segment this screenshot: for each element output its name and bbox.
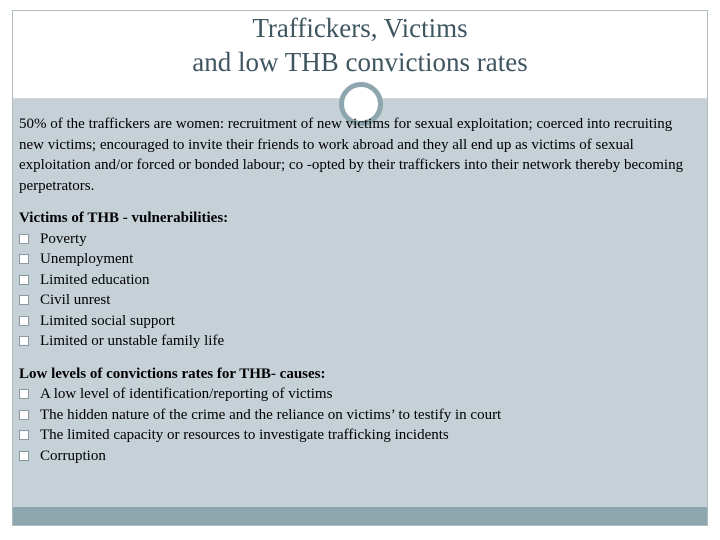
checkbox-bullet-icon: [19, 389, 29, 399]
list-item-text: Limited social support: [40, 312, 175, 329]
slide-content: [19, 114, 689, 478]
checkbox-bullet-icon: [19, 234, 29, 244]
footer-bar: [13, 507, 707, 525]
list-item-text: Corruption: [40, 447, 106, 464]
list-item: [19, 249, 689, 270]
checkbox-bullet-icon: [19, 410, 29, 420]
list-item: [19, 290, 689, 311]
vulnerabilities-list: [19, 229, 689, 352]
checkbox-bullet-icon: [19, 254, 29, 264]
list-item: [19, 384, 689, 405]
convictions-heading: Low levels of convictions rates for THB- causes:: [19, 365, 326, 382]
list-item-text: Civil unrest: [40, 292, 111, 308]
checkbox-bullet-icon: [19, 430, 29, 440]
checkbox-bullet-icon: [19, 336, 29, 346]
list-item-text: A low level of identification/reporting of victims: [40, 386, 333, 402]
title-line-2: and low THB convictions rates: [192, 47, 528, 77]
list-item: [19, 270, 689, 291]
list-item-text: Unemployment: [40, 251, 134, 267]
list-item: [19, 446, 689, 467]
checkbox-bullet-icon: [19, 295, 29, 305]
title-line-1: Traffickers, Victims: [252, 13, 468, 43]
checkbox-bullet-icon: [19, 275, 29, 285]
list-item-text: The limited capacity or resources to investigate trafficking incidents: [40, 427, 449, 443]
list-item-text: The hidden nature of the crime and the reliance on victims’ to testify in court: [40, 406, 502, 423]
list-item: [19, 425, 689, 446]
list-item-text: Limited or unstable family life: [40, 333, 225, 349]
list-item: [19, 331, 689, 352]
list-item-text: Poverty: [40, 230, 87, 247]
list-item: [19, 405, 689, 426]
checkbox-bullet-icon: [19, 316, 29, 326]
list-item: [19, 311, 689, 332]
convictions-list: [19, 384, 689, 466]
checkbox-bullet-icon: [19, 451, 29, 461]
slide-title: [13, 11, 707, 79]
vulnerabilities-heading: Victims of THB - vulnerabilities:: [19, 210, 229, 226]
list-item: [19, 229, 689, 250]
list-item-text: Limited education: [40, 271, 150, 288]
intro-paragraph: 50% of the traffickers are women: recruitment of new victims for sexual exploitation; coerced into recruiting new victims; encouraged to invite their friends to work abroad and they all end up as victims of sexual exploitation and/or forced or bonded labour; co -opted by their traffickers into their network thereby becoming perpetrators.: [19, 116, 684, 194]
